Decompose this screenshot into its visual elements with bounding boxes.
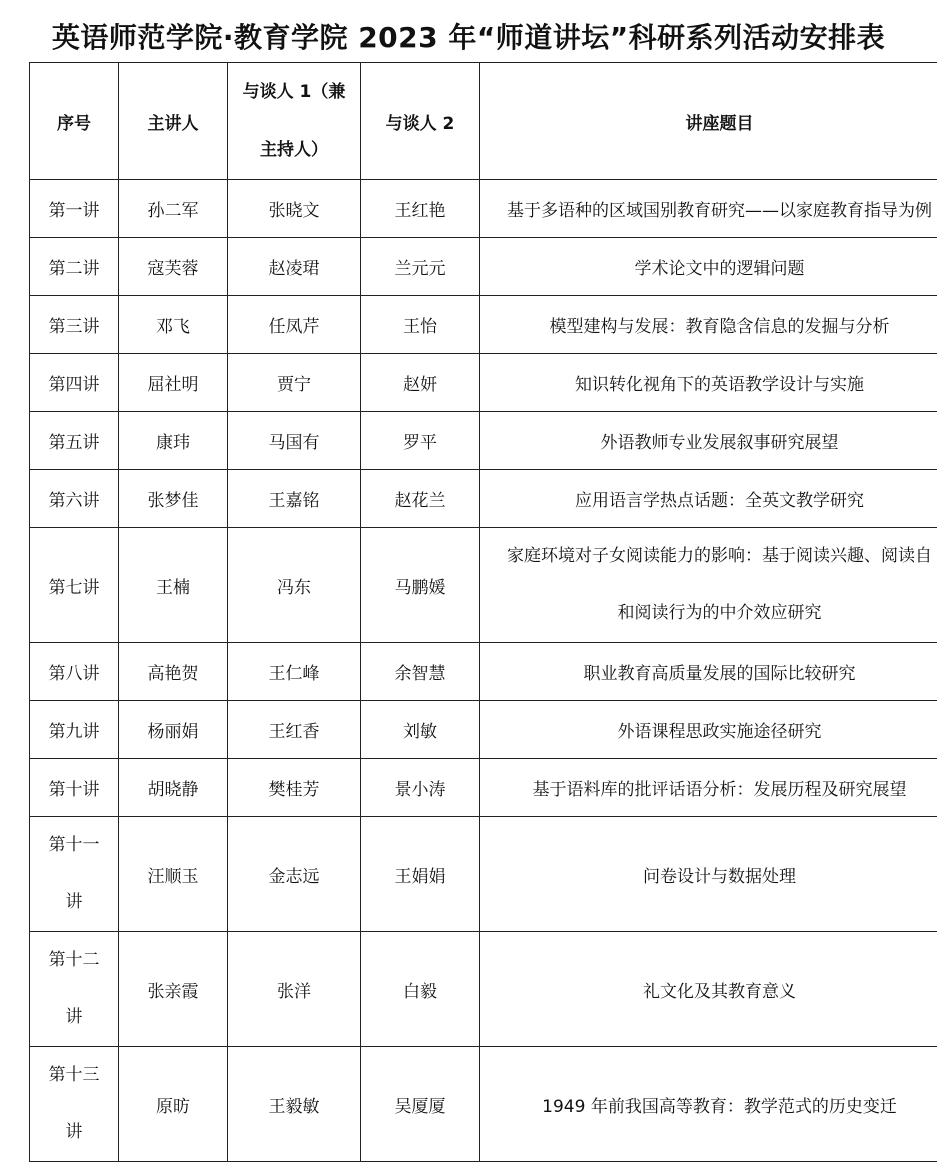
- discussant2: 兰元元: [361, 238, 480, 296]
- discussant1: 张洋: [228, 932, 361, 1047]
- header-discussant1-line1: 与谈人 1（兼: [232, 63, 356, 121]
- lecture-topic: 知识转化视角下的英语教学设计与实施: [480, 354, 937, 412]
- discussant2: 刘敏: [361, 701, 480, 759]
- table-row: [30, 817, 937, 932]
- discussant1: 马国有: [228, 412, 361, 470]
- lecture-no: 第六讲: [30, 470, 119, 528]
- discussant1: 张晓文: [228, 180, 361, 238]
- lecture-no: 第二讲: [30, 238, 119, 296]
- discussant2: 赵花兰: [361, 470, 480, 528]
- header-discussant1: [228, 63, 361, 180]
- discussant2: 吴厦厦: [361, 1047, 480, 1162]
- lecture-no: 第四讲: [30, 354, 119, 412]
- lecture-topic-line1: 家庭环境对子女阅读能力的影响：基于阅读兴趣、阅读自: [484, 528, 937, 585]
- discussant1: 任凤芹: [228, 296, 361, 354]
- speaker: 原昉: [119, 1047, 228, 1162]
- discussant1: 赵凌珺: [228, 238, 361, 296]
- lecture-topic: 外语教师专业发展叙事研究展望: [480, 412, 937, 470]
- discussant2: 余智慧: [361, 643, 480, 701]
- lecture-no: 第七讲: [30, 528, 119, 643]
- table-row: [30, 354, 937, 412]
- discussant2: 赵妍: [361, 354, 480, 412]
- lecture-no: 第八讲: [30, 643, 119, 701]
- lecture-no-line1: 第十一: [34, 817, 114, 874]
- speaker: 胡晓静: [119, 759, 228, 817]
- table-row: [30, 296, 937, 354]
- speaker: 张梦佳: [119, 470, 228, 528]
- table-row: [30, 180, 937, 238]
- lecture-no-line2: 讲: [34, 1104, 114, 1161]
- discussant2: 王红艳: [361, 180, 480, 238]
- lecture-topic-text: 基于多语种的区域国别教育研究——以家庭教育指导为例: [484, 196, 937, 221]
- discussant1: 王嘉铭: [228, 470, 361, 528]
- discussant2: 白毅: [361, 932, 480, 1047]
- lecture-topic: 学术论文中的逻辑问题: [480, 238, 937, 296]
- lecture-topic: 问卷设计与数据处理: [480, 817, 937, 932]
- lecture-no: [30, 1047, 119, 1162]
- discussant2: 景小涛: [361, 759, 480, 817]
- table-row: [30, 643, 937, 701]
- lecture-topic-line2: 和阅读行为的中介效应研究: [484, 585, 937, 642]
- table-row: [30, 701, 937, 759]
- header-discussant1-line2: 主持人）: [232, 121, 356, 179]
- lecture-no: 第九讲: [30, 701, 119, 759]
- discussant1: 王仁峰: [228, 643, 361, 701]
- discussant1: 金志远: [228, 817, 361, 932]
- lecture-no-line1: 第十三: [34, 1047, 114, 1104]
- table-row: [30, 238, 937, 296]
- lecture-topic: 礼文化及其教育意义: [480, 932, 937, 1047]
- header-speaker: 主讲人: [119, 63, 228, 180]
- table-row: [30, 412, 937, 470]
- lecture-no-line2: 讲: [34, 874, 114, 931]
- discussant1: 贾宁: [228, 354, 361, 412]
- header-no: 序号: [30, 63, 119, 180]
- discussant1: 冯东: [228, 528, 361, 643]
- discussant2: 王娟娟: [361, 817, 480, 932]
- discussant2: 罗平: [361, 412, 480, 470]
- speaker: 王楠: [119, 528, 228, 643]
- page-title: 英语师范学院·教育学院 2023 年“师道讲坛”科研系列活动安排表: [0, 14, 937, 62]
- lecture-topic: [480, 180, 937, 238]
- lecture-no-line2: 讲: [34, 989, 114, 1046]
- lecture-no: 第一讲: [30, 180, 119, 238]
- lecture-topic: 外语课程思政实施途径研究: [480, 701, 937, 759]
- table-row: [30, 470, 937, 528]
- speaker: 张亲霞: [119, 932, 228, 1047]
- lecture-no: [30, 932, 119, 1047]
- discussant1: 王红香: [228, 701, 361, 759]
- speaker: 孙二军: [119, 180, 228, 238]
- speaker: 汪顺玉: [119, 817, 228, 932]
- table-row: [30, 1047, 937, 1162]
- lecture-topic: 职业教育高质量发展的国际比较研究: [480, 643, 937, 701]
- schedule-table: [29, 62, 937, 1162]
- speaker: 邓飞: [119, 296, 228, 354]
- lecture-topic: [480, 528, 937, 643]
- discussant2: 马鹏媛: [361, 528, 480, 643]
- lecture-topic: 1949 年前我国高等教育：教学范式的历史变迁: [480, 1047, 937, 1162]
- discussant1: 樊桂芳: [228, 759, 361, 817]
- speaker: 杨丽娟: [119, 701, 228, 759]
- table-header-row: [30, 63, 937, 180]
- speaker: 高艳贺: [119, 643, 228, 701]
- speaker: 屈社明: [119, 354, 228, 412]
- table-row: [30, 759, 937, 817]
- lecture-no: 第三讲: [30, 296, 119, 354]
- discussant1: 王毅敏: [228, 1047, 361, 1162]
- header-topic: 讲座题目: [480, 63, 937, 180]
- lecture-no: 第十讲: [30, 759, 119, 817]
- discussant2: 王怡: [361, 296, 480, 354]
- lecture-no: [30, 817, 119, 932]
- lecture-topic: 模型建构与发展：教育隐含信息的发掘与分析: [480, 296, 937, 354]
- table-row: [30, 932, 937, 1047]
- header-discussant2: 与谈人 2: [361, 63, 480, 180]
- lecture-no-line1: 第十二: [34, 932, 114, 989]
- schedule-table-container: [29, 62, 937, 1162]
- lecture-topic: 基于语料库的批评话语分析：发展历程及研究展望: [480, 759, 937, 817]
- lecture-topic: 应用语言学热点话题：全英文教学研究: [480, 470, 937, 528]
- speaker: 康玮: [119, 412, 228, 470]
- speaker: 寇芙蓉: [119, 238, 228, 296]
- table-row: [30, 528, 937, 643]
- lecture-no: 第五讲: [30, 412, 119, 470]
